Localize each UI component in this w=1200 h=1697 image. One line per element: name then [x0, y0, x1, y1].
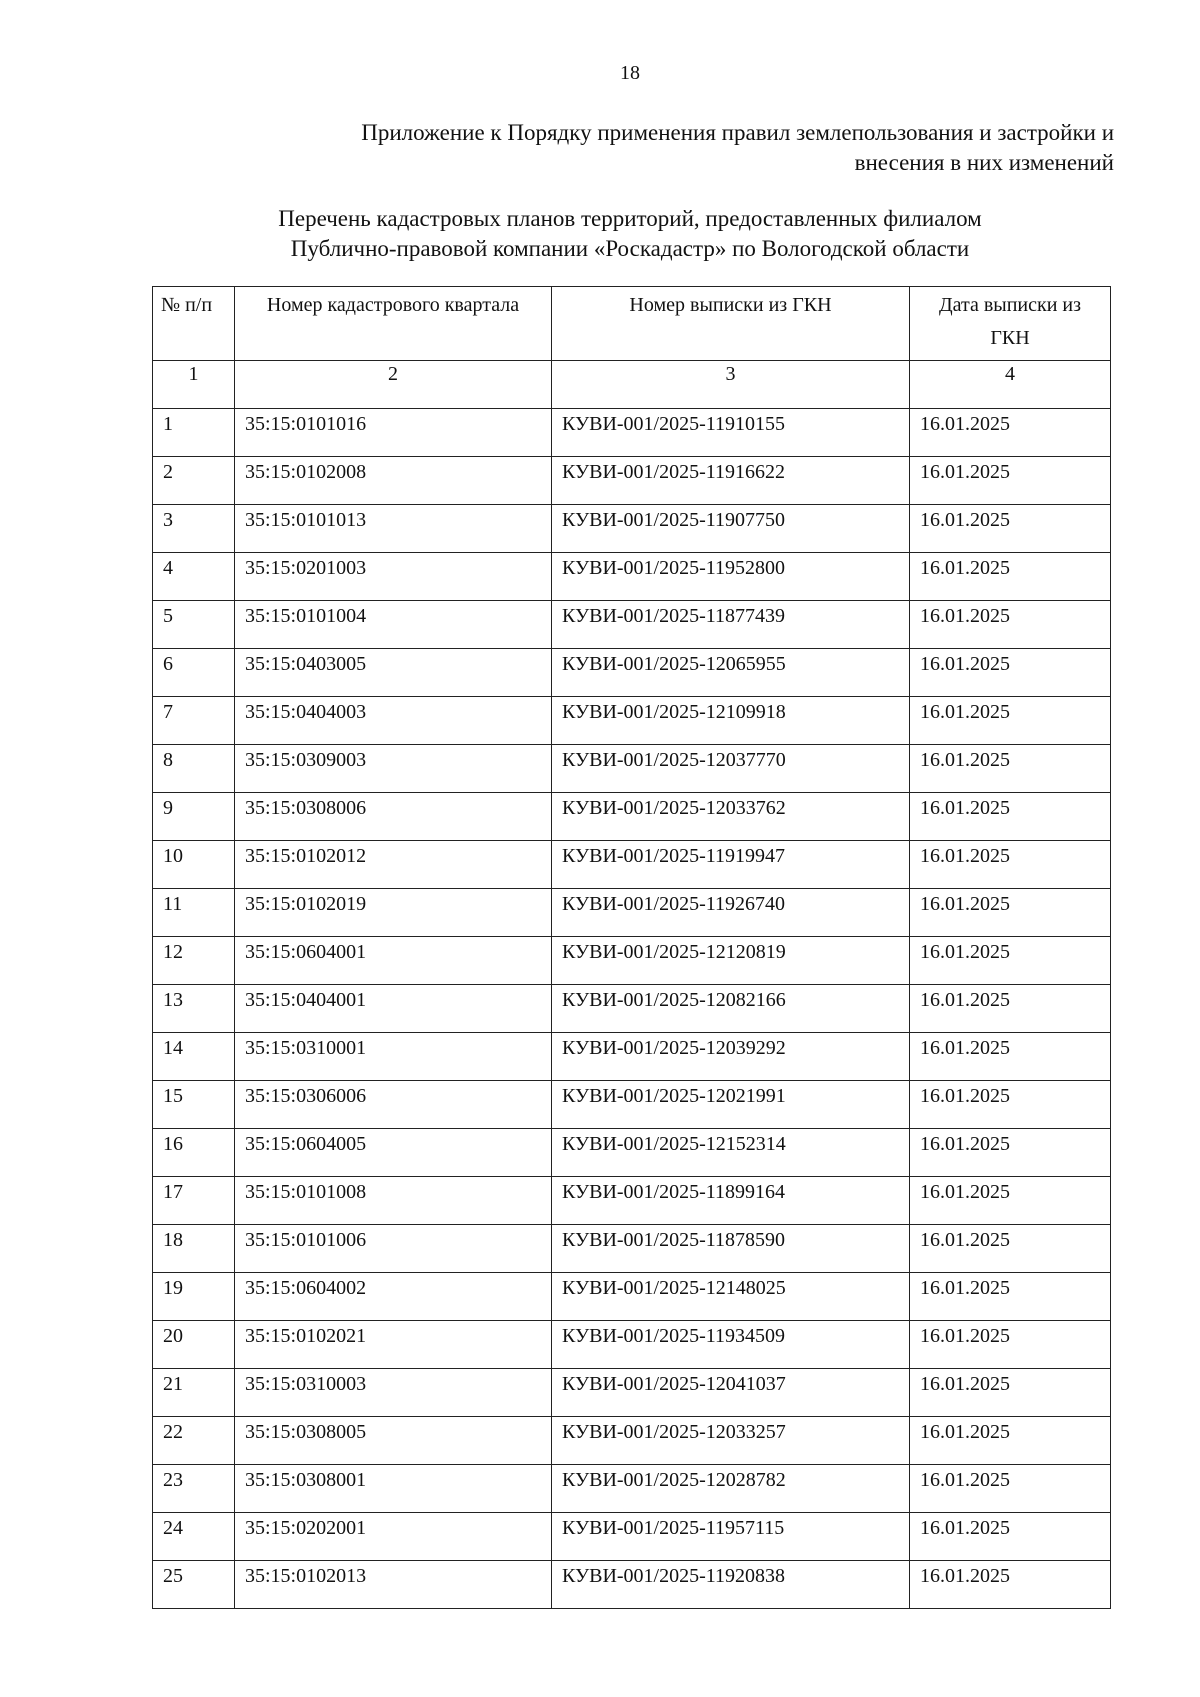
- extract-number-cell: КУВИ-001/2025-12028782: [552, 1465, 910, 1513]
- quarter-number-cell: 35:15:0101006: [235, 1225, 552, 1273]
- row-number-cell: 6: [153, 649, 235, 697]
- column-number-row: [153, 361, 1111, 409]
- extract-number-cell: КУВИ-001/2025-11957115: [552, 1513, 910, 1561]
- table-row: [153, 1369, 1111, 1417]
- extract-date-cell: 16.01.2025: [910, 1129, 1111, 1177]
- table-row: [153, 841, 1111, 889]
- extract-date-cell: 16.01.2025: [910, 1321, 1111, 1369]
- quarter-number-cell: 35:15:0101008: [235, 1177, 552, 1225]
- column-number-cell: 1: [153, 361, 235, 409]
- annex-line-2: внесения в них изменений: [854, 150, 1114, 175]
- header-cell-number: № п/п: [153, 287, 235, 361]
- annex-heading: [214, 118, 1114, 178]
- extract-number-cell: КУВИ-001/2025-11910155: [552, 409, 910, 457]
- column-number-cell: 4: [910, 361, 1111, 409]
- table-row: [153, 1417, 1111, 1465]
- table-row: [153, 697, 1111, 745]
- extract-number-cell: КУВИ-001/2025-12033257: [552, 1417, 910, 1465]
- row-number-cell: 19: [153, 1273, 235, 1321]
- row-number-cell: 5: [153, 601, 235, 649]
- table-row: [153, 1273, 1111, 1321]
- extract-date-cell: 16.01.2025: [910, 1561, 1111, 1609]
- extract-date-cell: 16.01.2025: [910, 937, 1111, 985]
- extract-number-cell: КУВИ-001/2025-12039292: [552, 1033, 910, 1081]
- row-number-cell: 2: [153, 457, 235, 505]
- row-number-cell: 3: [153, 505, 235, 553]
- extract-date-cell: 16.01.2025: [910, 1033, 1111, 1081]
- extract-number-cell: КУВИ-001/2025-12148025: [552, 1273, 910, 1321]
- annex-line-1: Приложение к Порядку применения правил землепользования и застройки и: [361, 120, 1114, 145]
- document-title: [200, 204, 1060, 264]
- row-number-cell: 20: [153, 1321, 235, 1369]
- extract-date-cell: 16.01.2025: [910, 697, 1111, 745]
- quarter-number-cell: 35:15:0102021: [235, 1321, 552, 1369]
- row-number-cell: 1: [153, 409, 235, 457]
- extract-number-cell: КУВИ-001/2025-12152314: [552, 1129, 910, 1177]
- quarter-number-cell: 35:15:0308005: [235, 1417, 552, 1465]
- table-row: [153, 457, 1111, 505]
- quarter-number-cell: 35:15:0102012: [235, 841, 552, 889]
- extract-date-cell: 16.01.2025: [910, 745, 1111, 793]
- table-row: [153, 409, 1111, 457]
- extract-number-cell: КУВИ-001/2025-12109918: [552, 697, 910, 745]
- table-body: [153, 409, 1111, 1609]
- row-number-cell: 11: [153, 889, 235, 937]
- table-row: [153, 985, 1111, 1033]
- row-number-cell: 10: [153, 841, 235, 889]
- extract-date-cell: 16.01.2025: [910, 1273, 1111, 1321]
- table-row: [153, 1081, 1111, 1129]
- extract-number-cell: КУВИ-001/2025-12120819: [552, 937, 910, 985]
- quarter-number-cell: 35:15:0404003: [235, 697, 552, 745]
- extract-date-cell: 16.01.2025: [910, 889, 1111, 937]
- extract-date-cell: 16.01.2025: [910, 457, 1111, 505]
- table-row: [153, 793, 1111, 841]
- table-row: [153, 937, 1111, 985]
- table-row: [153, 1561, 1111, 1609]
- row-number-cell: 17: [153, 1177, 235, 1225]
- extract-number-cell: КУВИ-001/2025-11877439: [552, 601, 910, 649]
- extract-date-cell: 16.01.2025: [910, 505, 1111, 553]
- quarter-number-cell: 35:15:0201003: [235, 553, 552, 601]
- row-number-cell: 16: [153, 1129, 235, 1177]
- table-row: [153, 553, 1111, 601]
- table-header-row: [153, 287, 1111, 361]
- extract-date-cell: 16.01.2025: [910, 1081, 1111, 1129]
- extract-number-cell: КУВИ-001/2025-12037770: [552, 745, 910, 793]
- row-number-cell: 22: [153, 1417, 235, 1465]
- row-number-cell: 14: [153, 1033, 235, 1081]
- page-number: 18: [620, 62, 640, 84]
- extract-date-cell: 16.01.2025: [910, 1513, 1111, 1561]
- table-row: [153, 1321, 1111, 1369]
- quarter-number-cell: 35:15:0102013: [235, 1561, 552, 1609]
- extract-date-cell: 16.01.2025: [910, 1369, 1111, 1417]
- quarter-number-cell: 35:15:0604005: [235, 1129, 552, 1177]
- extract-number-cell: КУВИ-001/2025-11952800: [552, 553, 910, 601]
- row-number-cell: 18: [153, 1225, 235, 1273]
- quarter-number-cell: 35:15:0310003: [235, 1369, 552, 1417]
- extract-number-cell: КУВИ-001/2025-11907750: [552, 505, 910, 553]
- quarter-number-cell: 35:15:0101016: [235, 409, 552, 457]
- header-cell-extract-date: Дата выписки из ГКН: [910, 287, 1111, 361]
- extract-date-cell: 16.01.2025: [910, 553, 1111, 601]
- header-cell-extract-number: Номер выписки из ГКН: [552, 287, 910, 361]
- quarter-number-cell: 35:15:0102008: [235, 457, 552, 505]
- row-number-cell: 21: [153, 1369, 235, 1417]
- extract-number-cell: КУВИ-001/2025-12065955: [552, 649, 910, 697]
- column-number-cell: 3: [552, 361, 910, 409]
- extract-date-cell: 16.01.2025: [910, 841, 1111, 889]
- table-row: [153, 1033, 1111, 1081]
- quarter-number-cell: 35:15:0101013: [235, 505, 552, 553]
- table-row: [153, 601, 1111, 649]
- extract-number-cell: КУВИ-001/2025-11916622: [552, 457, 910, 505]
- quarter-number-cell: 35:15:0308001: [235, 1465, 552, 1513]
- table-row: [153, 1129, 1111, 1177]
- extract-date-cell: 16.01.2025: [910, 1225, 1111, 1273]
- table-row: [153, 1177, 1111, 1225]
- quarter-number-cell: 35:15:0604002: [235, 1273, 552, 1321]
- table-row: [153, 889, 1111, 937]
- extract-number-cell: КУВИ-001/2025-11878590: [552, 1225, 910, 1273]
- extract-date-cell: 16.01.2025: [910, 1417, 1111, 1465]
- extract-date-cell: 16.01.2025: [910, 985, 1111, 1033]
- table-row: [153, 1513, 1111, 1561]
- quarter-number-cell: 35:15:0102019: [235, 889, 552, 937]
- row-number-cell: 13: [153, 985, 235, 1033]
- extract-number-cell: КУВИ-001/2025-12082166: [552, 985, 910, 1033]
- extract-number-cell: КУВИ-001/2025-11919947: [552, 841, 910, 889]
- quarter-number-cell: 35:15:0306006: [235, 1081, 552, 1129]
- table-row: [153, 649, 1111, 697]
- row-number-cell: 8: [153, 745, 235, 793]
- table-row: [153, 1225, 1111, 1273]
- row-number-cell: 24: [153, 1513, 235, 1561]
- column-number-cell: 2: [235, 361, 552, 409]
- extract-number-cell: КУВИ-001/2025-12033762: [552, 793, 910, 841]
- extract-number-cell: КУВИ-001/2025-11926740: [552, 889, 910, 937]
- extract-number-cell: КУВИ-001/2025-12041037: [552, 1369, 910, 1417]
- quarter-number-cell: 35:15:0202001: [235, 1513, 552, 1561]
- row-number-cell: 12: [153, 937, 235, 985]
- extract-number-cell: КУВИ-001/2025-12021991: [552, 1081, 910, 1129]
- extract-date-cell: 16.01.2025: [910, 649, 1111, 697]
- quarter-number-cell: 35:15:0308006: [235, 793, 552, 841]
- extract-date-cell: 16.01.2025: [910, 1465, 1111, 1513]
- quarter-number-cell: 35:15:0404001: [235, 985, 552, 1033]
- quarter-number-cell: 35:15:0403005: [235, 649, 552, 697]
- extract-number-cell: КУВИ-001/2025-11920838: [552, 1561, 910, 1609]
- quarter-number-cell: 35:15:0310001: [235, 1033, 552, 1081]
- table-row: [153, 745, 1111, 793]
- extract-number-cell: КУВИ-001/2025-11934509: [552, 1321, 910, 1369]
- header-cell-quarter: Номер кадастрового квартала: [235, 287, 552, 361]
- extract-date-cell: 16.01.2025: [910, 601, 1111, 649]
- extract-date-cell: 16.01.2025: [910, 1177, 1111, 1225]
- row-number-cell: 15: [153, 1081, 235, 1129]
- row-number-cell: 7: [153, 697, 235, 745]
- row-number-cell: 23: [153, 1465, 235, 1513]
- quarter-number-cell: 35:15:0101004: [235, 601, 552, 649]
- row-number-cell: 4: [153, 553, 235, 601]
- extract-number-cell: КУВИ-001/2025-11899164: [552, 1177, 910, 1225]
- table-row: [153, 505, 1111, 553]
- row-number-cell: 25: [153, 1561, 235, 1609]
- extract-date-cell: 16.01.2025: [910, 409, 1111, 457]
- extract-date-cell: 16.01.2025: [910, 793, 1111, 841]
- row-number-cell: 9: [153, 793, 235, 841]
- title-line-1: Перечень кадастровых планов территорий, предоставленных филиалом: [278, 206, 982, 231]
- cadastral-plans-table: [152, 286, 1111, 1609]
- quarter-number-cell: 35:15:0309003: [235, 745, 552, 793]
- table-row: [153, 1465, 1111, 1513]
- quarter-number-cell: 35:15:0604001: [235, 937, 552, 985]
- title-line-2: Публично-правовой компании «Роскадастр» по Вологодской области: [290, 236, 970, 261]
